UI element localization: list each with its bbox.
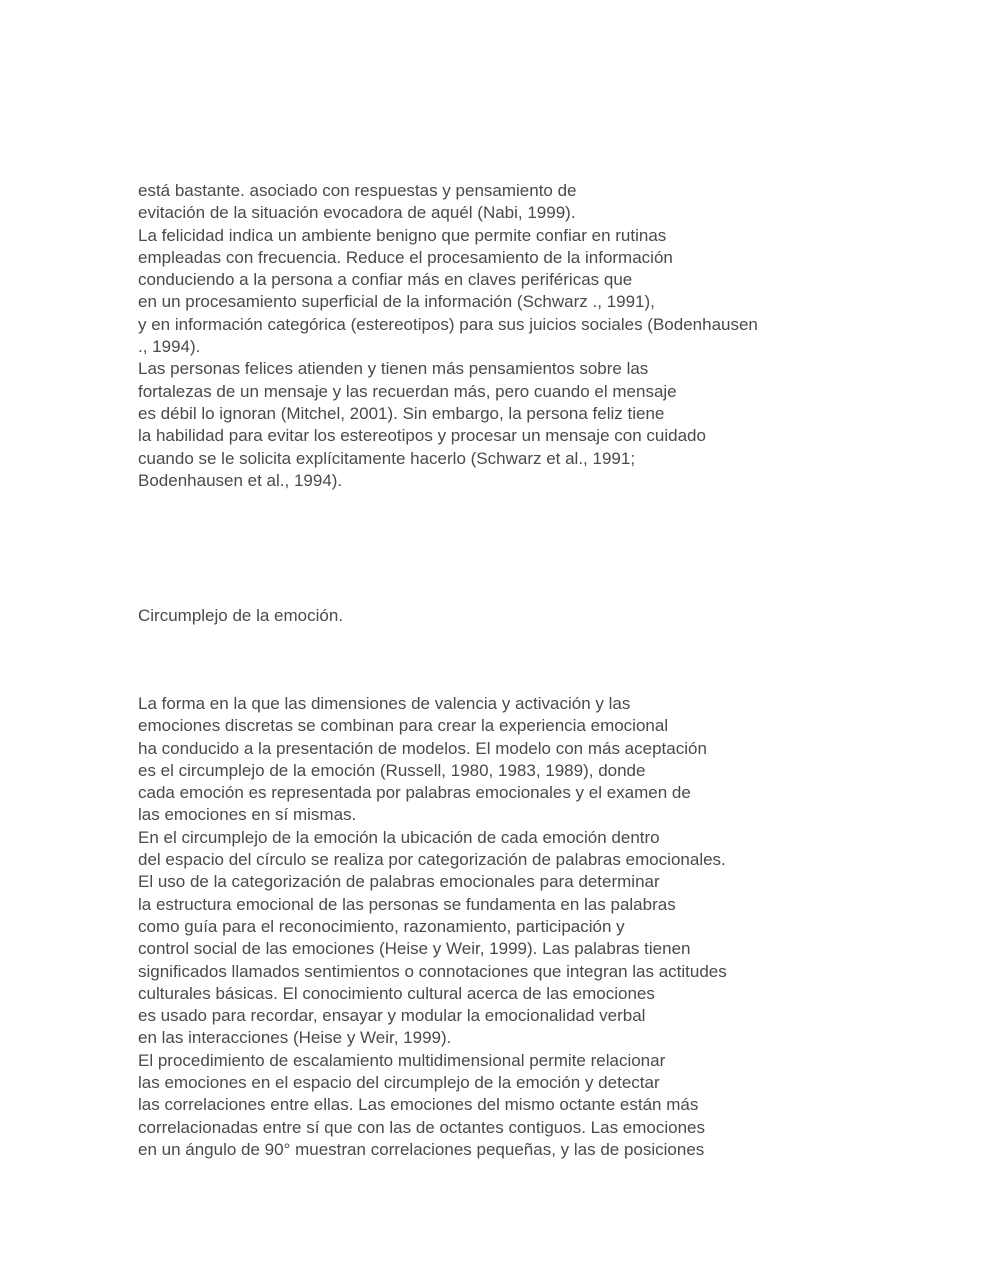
- text-line: es usado para recordar, ensayar y modular la emocionalidad verbal: [138, 1006, 646, 1026]
- text-line: Bodenhausen et al., 1994).: [138, 470, 343, 490]
- paragraph-block-happiness: [138, 180, 918, 492]
- text-line: control social de las emociones (Heise y Weir, 1999). Las palabras tienen: [138, 939, 691, 959]
- text-line: correlacionadas entre sí que con las de octantes contiguos. Las emociones: [138, 1117, 706, 1137]
- paragraph-block-circumplex: [138, 693, 918, 1161]
- text-line: las emociones en sí mismas.: [138, 805, 357, 825]
- text-line: fortalezas de un mensaje y las recuerdan más, pero cuando el mensaje: [138, 381, 677, 401]
- text-line: las emociones en el espacio del circumplejo de la emoción y detectar: [138, 1073, 660, 1093]
- text-line: la estructura emocional de las personas se fundamenta en las palabras: [138, 894, 676, 914]
- text-line: en un ángulo de 90° muestran correlaciones pequeñas, y las de posiciones: [138, 1139, 705, 1159]
- text-line: en las interacciones (Heise y Weir, 1999).: [138, 1028, 452, 1048]
- text-line: En el circumplejo de la emoción la ubicación de cada emoción dentro: [138, 827, 660, 847]
- text-line: evitación de la situación evocadora de aquél (Nabi, 1999).: [138, 203, 576, 223]
- text-line: ha conducido a la presentación de modelos. El modelo con más aceptación: [138, 738, 707, 758]
- text-line: El procedimiento de escalamiento multidimensional permite relacionar: [138, 1050, 666, 1070]
- text-line: la habilidad para evitar los estereotipos y procesar un mensaje con cuidado: [138, 426, 706, 446]
- text-line: y en información categórica (estereotipos) para sus juicios sociales (Bodenhausen: [138, 314, 758, 334]
- section-heading-text: Circumplejo de la emoción.: [138, 606, 344, 625]
- text-line: como guía para el reconocimiento, razonamiento, participación y: [138, 916, 625, 936]
- text-line: Las personas felices atienden y tienen más pensamientos sobre las: [138, 359, 649, 379]
- text-line: en un procesamiento superficial de la información (Schwarz ., 1991),: [138, 292, 655, 312]
- text-line: del espacio del círculo se realiza por categorización de palabras emocionales.: [138, 850, 726, 870]
- text-line: es el circumplejo de la emoción (Russell, 1980, 1983, 1989), donde: [138, 760, 646, 780]
- text-line: empleadas con frecuencia. Reduce el procesamiento de la información: [138, 247, 673, 267]
- text-line: las correlaciones entre ellas. Las emociones del mismo octante están más: [138, 1095, 699, 1115]
- text-line: conduciendo a la persona a confiar más en claves periféricas que: [138, 270, 633, 290]
- text-line: El uso de la categorización de palabras emocionales para determinar: [138, 872, 660, 892]
- text-line: cuando se le solicita explícitamente hacerlo (Schwarz et al., 1991;: [138, 448, 636, 468]
- text-line: La forma en la que las dimensiones de valencia y activación y las: [138, 694, 631, 713]
- text-line: es débil lo ignoran (Mitchel, 2001). Sin embargo, la persona feliz tiene: [138, 403, 665, 423]
- text-line: La felicidad indica un ambiente benigno que permite confiar en rutinas: [138, 225, 667, 245]
- text-line: emociones discretas se combinan para crear la experiencia emocional: [138, 716, 669, 736]
- text-line: cada emoción es representada por palabras emocionales y el examen de: [138, 783, 691, 803]
- text-line: ., 1994).: [138, 337, 201, 357]
- text-line: significados llamados sentimientos o connotaciones que integran las actitudes: [138, 961, 727, 981]
- text-line: culturales básicas. El conocimiento cultural acerca de las emociones: [138, 983, 655, 1003]
- text-line: está bastante. asociado con respuestas y pensamiento de: [138, 181, 577, 200]
- section-heading: [138, 605, 918, 627]
